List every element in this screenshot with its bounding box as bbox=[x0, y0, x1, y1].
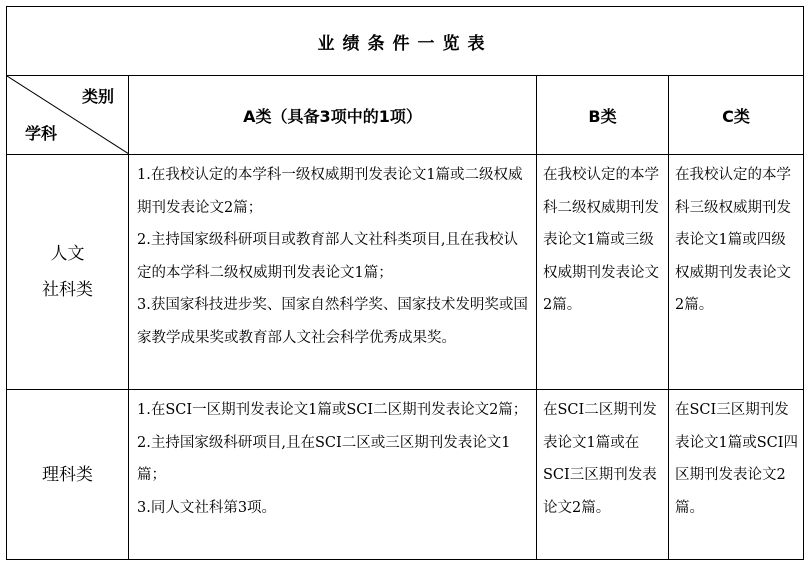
criteria-c-cell: 在我校认定的本学科三级权威期刊发表论文1篇或四级权威期刊发表论文2篇。 bbox=[669, 155, 804, 390]
performance-table bbox=[6, 6, 804, 560]
subject-name-line2: 社科类 bbox=[42, 280, 93, 300]
table-title: 业绩条件一览表 bbox=[7, 7, 804, 76]
subject-cell bbox=[7, 390, 129, 560]
column-header-a: A类（具备3项中的1项） bbox=[129, 76, 537, 155]
subject-cell bbox=[7, 155, 129, 390]
criteria-a-cell bbox=[129, 390, 537, 560]
subject-name-line1: 人文 bbox=[50, 244, 85, 264]
category-label: 类别 bbox=[81, 87, 114, 106]
table-row bbox=[7, 155, 804, 390]
subject-label: 学科 bbox=[25, 124, 58, 143]
criteria-b-cell: 在SCI二区期刊发表论文1篇或在SCI三区期刊发表论文2篇。 bbox=[537, 390, 669, 560]
criteria-item: 2.主持国家级科研项目,且在SCI二区或三区期刊发表论文1篇； bbox=[137, 434, 511, 483]
diagonal-header-cell bbox=[7, 76, 129, 155]
criteria-c-cell: 在SCI三区期刊发表论文1篇或SCI四区期刊发表论文2篇。 bbox=[669, 390, 804, 560]
criteria-a-cell bbox=[129, 155, 537, 390]
criteria-item: 3.获国家科技进步奖、国家自然科学奖、国家技术发明奖或国家教学成果奖或教育部人文社会科学优秀成果奖。 bbox=[137, 297, 528, 346]
table-row bbox=[7, 390, 804, 560]
criteria-item: 3.同人文社科第3项。 bbox=[137, 499, 277, 516]
criteria-item: 1.在我校认定的本学科一级权威期刊发表论文1篇或二级权威期刊发表论文2篇； bbox=[137, 167, 523, 216]
column-header-b: B类 bbox=[537, 76, 669, 155]
criteria-item: 1.在SCI一区期刊发表论文1篇或SCI二区期刊发表论文2篇； bbox=[137, 402, 528, 418]
criteria-item: 2.主持国家级科研项目或教育部人文社科类项目,且在我校认定的本学科二级权威期刊发表论文1篇； bbox=[137, 232, 518, 281]
subject-name-line1: 理科类 bbox=[42, 464, 93, 485]
criteria-b-cell: 在我校认定的本学科二级权威期刊发表论文1篇或三级权威期刊发表论文2篇。 bbox=[537, 155, 669, 390]
column-header-c: C类 bbox=[669, 76, 804, 155]
